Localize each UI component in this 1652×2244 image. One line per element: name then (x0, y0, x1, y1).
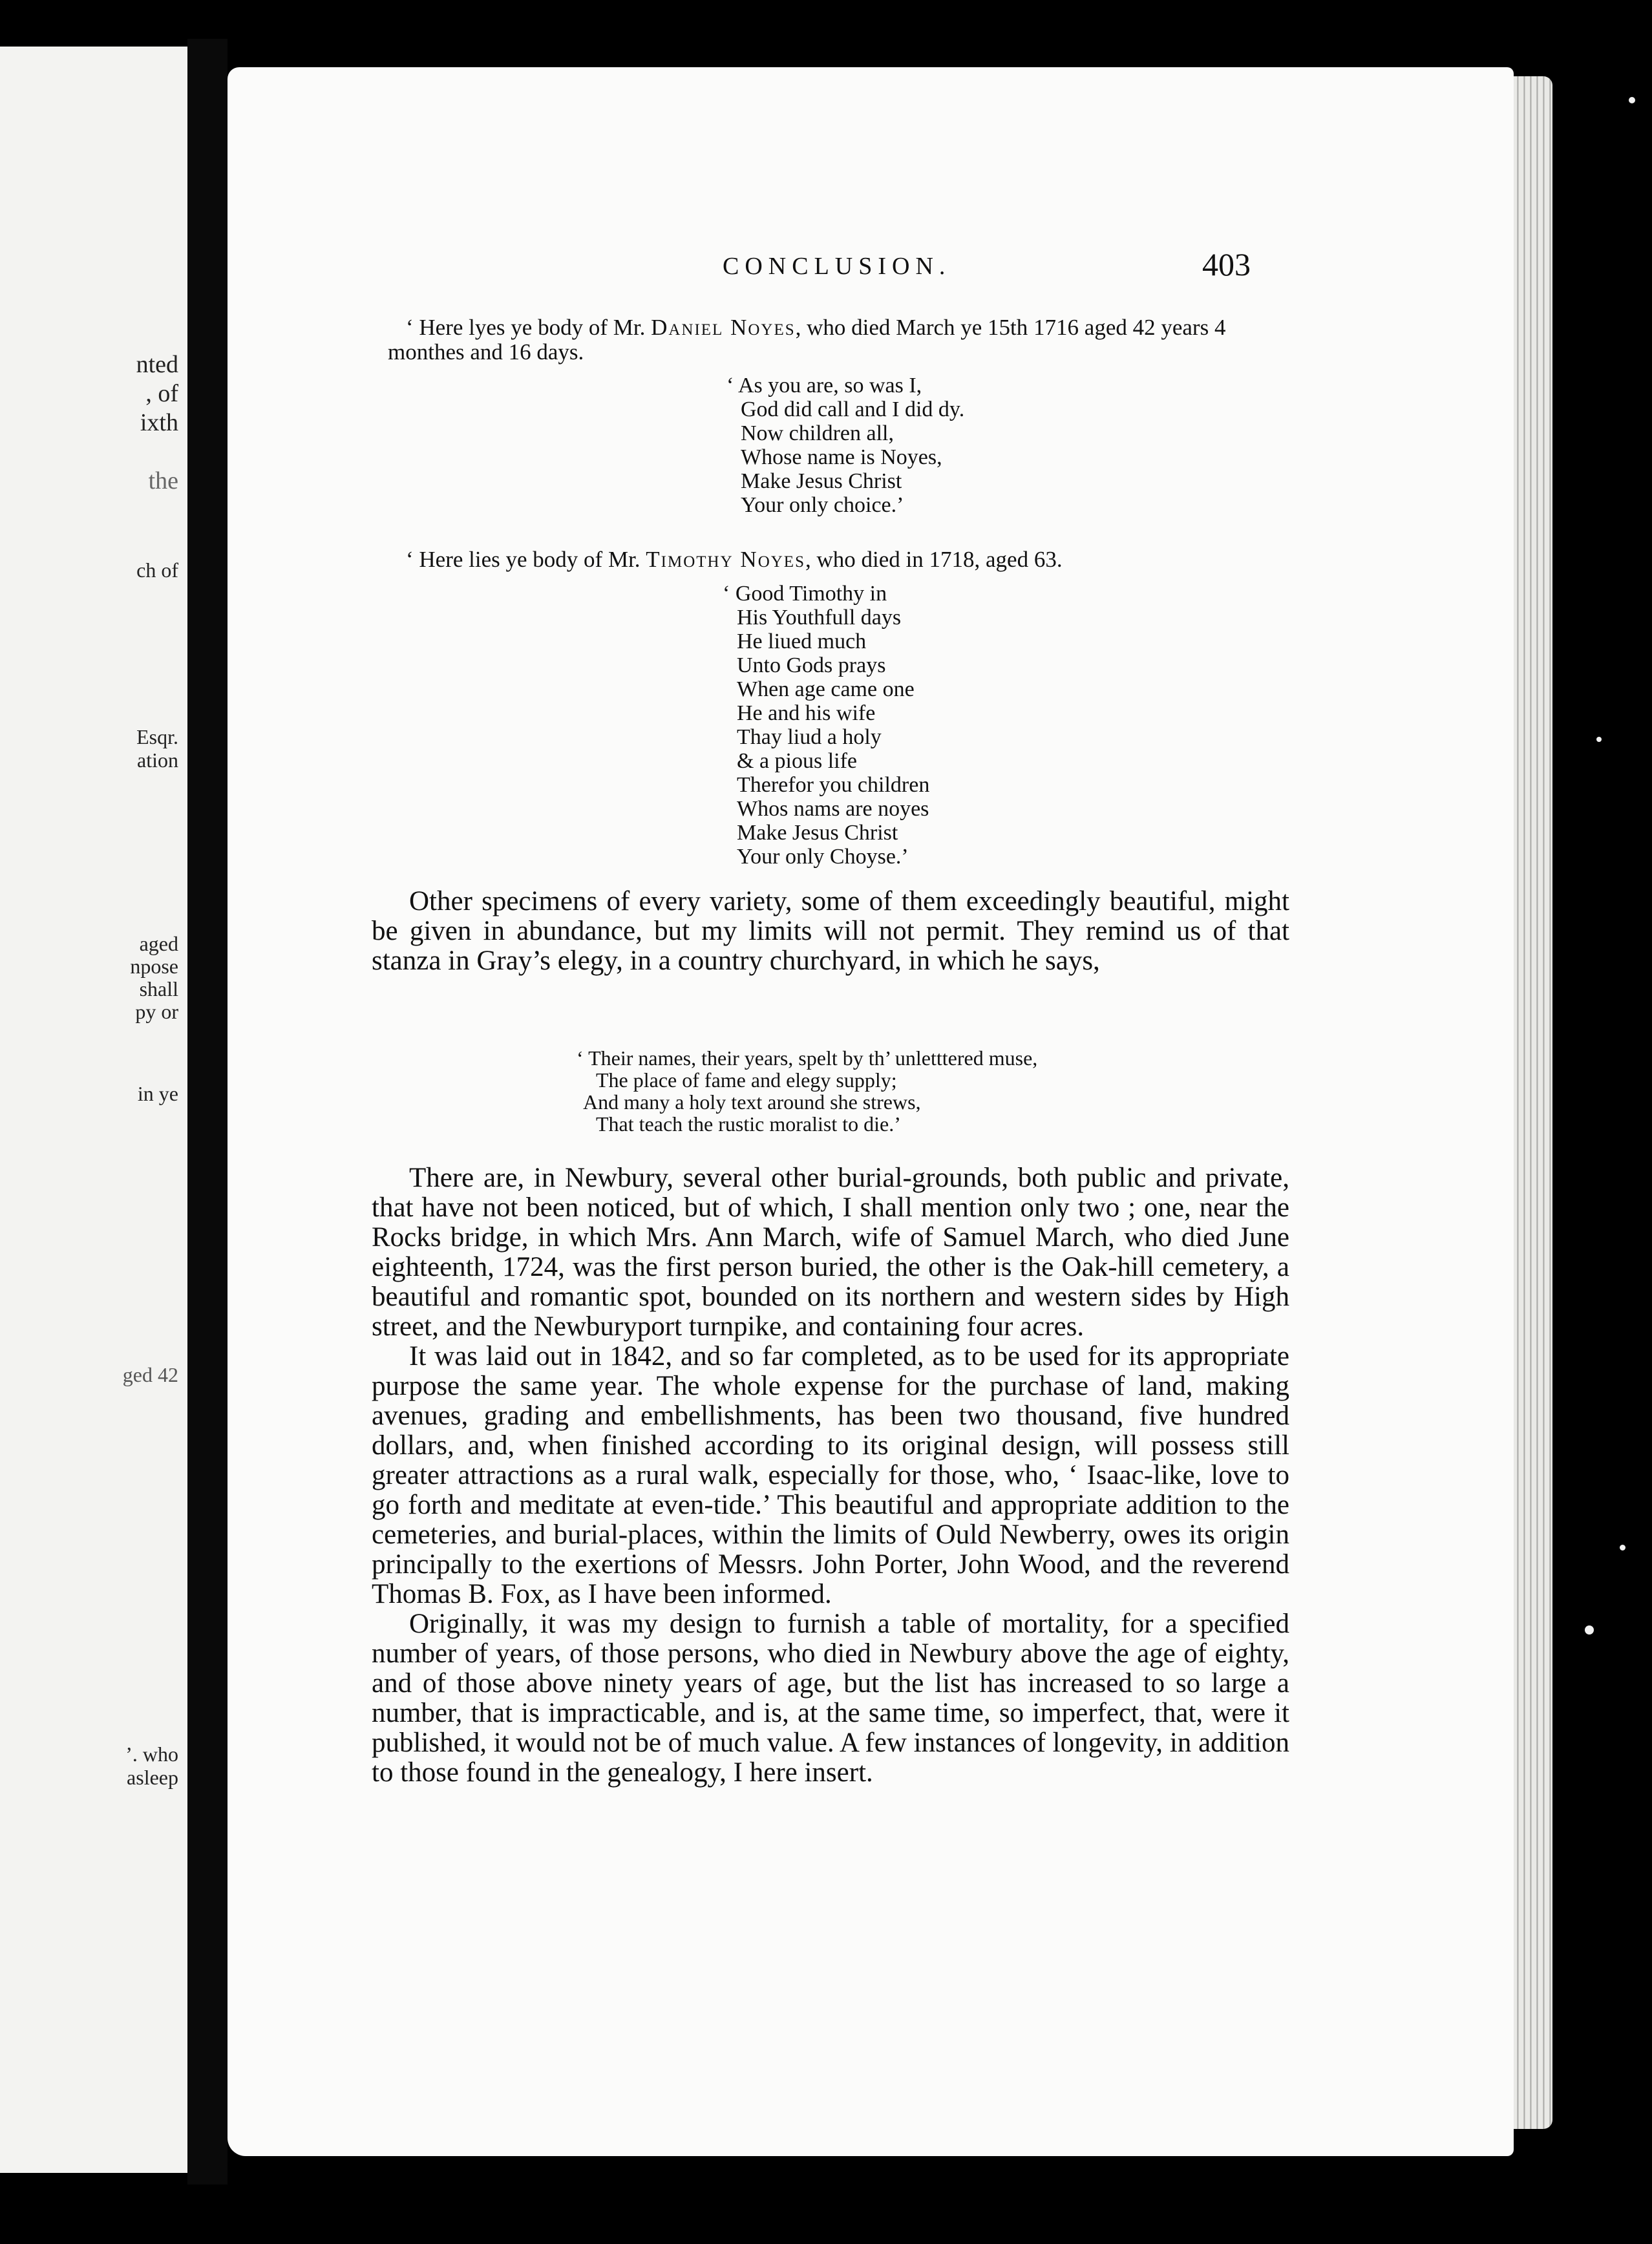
verse-line: That teach the rustic moralist to die.’ (596, 1112, 901, 1136)
margin-fragment: ged 42 (122, 1363, 178, 1386)
verse-line: When age came one (737, 677, 915, 701)
paragraph-burial-grounds: There are, in Newbury, several other burial-grounds, both public and private, that have not been noticed, but of which, I shall mention only two ; one, near the Rocks bridge, in which Mrs. Ann March, wife of Samuel March, who died June eighteenth, 1724, was the first person buried, the other is the Oak-hill cemetery, a beautiful and romantic spot, bounded on its northern and western sides by High street, and the Newburyport turnpike, and containing four acres. (372, 1163, 1289, 1342)
margin-fragment: ixth (140, 409, 178, 436)
verse-line: Make Jesus Christ (737, 821, 898, 845)
epitaph-verse-daniel (726, 374, 964, 517)
epitaph-intro-text: , who died March ye 15th 1716 aged 42 years 4 monthes and 16 days. (388, 315, 1226, 365)
margin-fragment: , of (145, 380, 178, 407)
margin-fragment: ch of (136, 558, 178, 582)
verse-line: ‘ Good Timothy in (723, 582, 887, 606)
margin-fragment: npose (130, 955, 178, 978)
verse-line: & a pious life (737, 749, 858, 773)
verse-line: ‘ As you are, so was I, (726, 374, 922, 397)
facing-page-left (0, 47, 187, 2173)
paragraph-originally: Originally, it was my design to furnish a table of mortality, for a specified number of years, of those persons, who died in Newbury above the age of eighty, and of those above ninety years of age, but the list has increased to so large a number, that is impracticable, and is, at the same time, so imperfect, that, were it published, it would not be of much value. A few instances of longevity, in addition to those found in the genealogy, I here insert. (372, 1609, 1289, 1788)
epitaph-intro-text: ‘ Here lies ye body of Mr. (406, 547, 646, 572)
epitaph-name: Timothy Noyes (646, 547, 805, 572)
epitaph-intro-daniel (388, 315, 1295, 365)
verse-line: The place of fame and elegy supply; (596, 1068, 897, 1092)
margin-fragment: aged (139, 932, 178, 955)
verse-line: He liued much (737, 630, 867, 653)
margin-fragment: the (148, 467, 178, 494)
book-gutter (187, 39, 228, 2185)
margin-fragment: ’. who (125, 1742, 178, 1766)
main-text-block (372, 1163, 1289, 1788)
margin-fragment: Esqr. (136, 725, 178, 748)
margin-fragment: in ye (137, 1082, 178, 1105)
verse-line: Your only choice.’ (741, 493, 904, 517)
verse-line: His Youthfull days (737, 606, 902, 630)
verse-line: Now children all, (741, 421, 894, 445)
verse-line: Whose name is Noyes, (741, 445, 942, 469)
epitaph-verse-timothy (723, 582, 929, 869)
gray-elegy-quote (577, 1047, 1037, 1135)
verse-line: ‘ Their names, their years, spelt by th’ unletttered muse, (577, 1046, 1038, 1070)
verse-line: Thay liud a holy (737, 725, 882, 749)
verse-line: Unto Gods prays (737, 653, 886, 677)
verse-line: And many a holy text around she strews, (583, 1090, 921, 1114)
verse-line: God did call and I did dy. (741, 397, 965, 421)
verse-line: Your only Choyse.’ (737, 845, 909, 869)
speck (1596, 737, 1602, 742)
verse-line: Whos nams are noyes (737, 797, 929, 821)
margin-fragment: shall (139, 977, 178, 1000)
epitaph-intro-text: , who died in 1718, aged 63. (805, 547, 1063, 572)
speck (1585, 1625, 1594, 1635)
margin-fragment: asleep (127, 1766, 178, 1789)
verse-line: Make Jesus Christ (741, 469, 902, 493)
paragraph-laid-out: It was laid out in 1842, and so far completed, as to be used for its appropriate purpose the same year. The whole expense for the purchase of land, making avenues, grading and embellishments, has been two thousand, five hundred dollars, and, when finished according to its original design, will possess still greater attractions as a rural walk, especially for those, who, ‘ Isaac-like, love to go forth and meditate at even-tide.’ This beautiful and appropriate addition to the cemeteries, and burial-places, within the limits of Ould Newberry, owes its origin principally to the exertions of Messrs. John Porter, John Wood, and the reverend Thomas B. Fox, as I have been informed. (372, 1341, 1289, 1609)
epitaph-name: Daniel Noyes (651, 315, 796, 340)
epitaph-intro-text: ‘ Here lyes ye body of Mr. (406, 315, 651, 340)
speck (1620, 1545, 1626, 1551)
page-number: 403 (1202, 246, 1251, 282)
paragraph-specimens (372, 887, 1289, 976)
paragraph-text: Other specimens of every variety, some of them exceedingly beautiful, might be given in abundance, but my limits will not permit. They remind us of that stanza in Gray’s elegy, in a country churchyard, in which he says, (372, 886, 1289, 976)
verse-line: Therefor you children (737, 773, 930, 797)
epitaph-intro-timothy (388, 547, 1295, 572)
running-head: CONCLUSION. (723, 253, 951, 280)
margin-fragment: py or (135, 1000, 178, 1023)
verse-line: He and his wife (737, 701, 876, 725)
speck (1629, 97, 1635, 103)
margin-fragment: nted (136, 351, 178, 378)
margin-fragment: ation (137, 748, 178, 772)
